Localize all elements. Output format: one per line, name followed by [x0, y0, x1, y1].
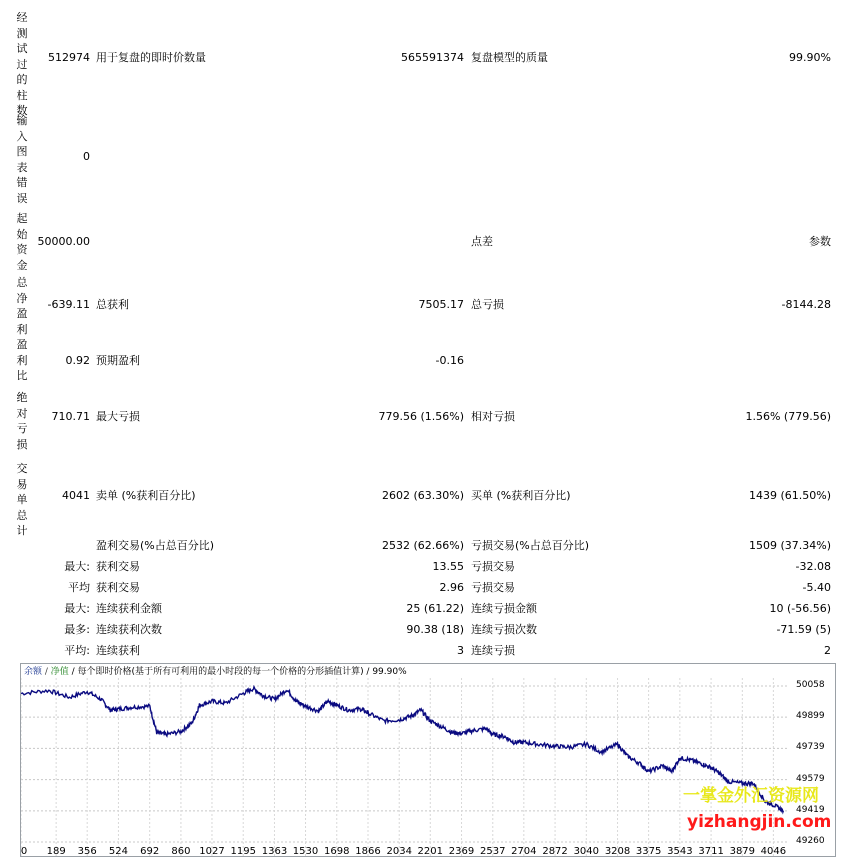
average-profit-label: 获利交易 — [96, 581, 140, 594]
y-tick-label: 49579 — [796, 773, 825, 784]
y-tick-label: 49260 — [796, 836, 825, 846]
x-tick-label: 860 — [171, 846, 191, 857]
gross-profit-label: 总获利 — [96, 298, 129, 311]
x-tick-label: 3711 — [698, 846, 724, 857]
x-tick-label: 2537 — [480, 846, 506, 857]
x-tick-label: 692 — [140, 846, 160, 857]
initial-deposit-value: 50000.00 — [37, 235, 90, 248]
profit-trades-label: 盈利交易(%占总百分比) — [96, 539, 215, 552]
x-tick-label: 1698 — [324, 846, 350, 857]
expected-payoff-label: 预期盈利 — [96, 354, 140, 367]
short-positions-value: 2602 (63.30%) — [381, 489, 464, 502]
max-consecutive-wins-value: 25 (61.22) — [406, 602, 464, 615]
bars-tested-value: 512974 — [48, 51, 90, 64]
maxcons-prefix: 最大: — [64, 602, 90, 615]
x-tick-label: 0 — [20, 846, 28, 857]
label-chart-errors: 输入图表错误 — [16, 114, 28, 205]
x-tick-label: 356 — [77, 846, 97, 857]
maximal-drawdown-label: 最大亏损 — [96, 410, 140, 423]
x-tick-label: 1027 — [199, 846, 225, 857]
label-total-net-profit: 总净盈利 — [16, 276, 28, 336]
average-loss-label: 亏损交易 — [471, 581, 515, 594]
maximal-consecutive-loss-label: 连续亏损次数 — [471, 623, 537, 636]
watermark-url: yizhangjin.com — [687, 812, 832, 832]
ticks-modelled-value: 565591374 — [401, 51, 464, 64]
gross-profit-value: 7505.17 — [418, 298, 464, 311]
label-profit-factor: 盈利比 — [16, 338, 28, 382]
modelling-quality-label: 复盘模型的质量 — [471, 51, 548, 64]
x-tick-label: 1530 — [292, 846, 319, 857]
chart-header: 余额 / 净值 / 每个即时价格(基于所有可利用的最小时段的每一个价格的分形插值计算) / 99.90% — [24, 667, 407, 677]
x-tick-label: 189 — [46, 846, 66, 857]
max-consecutive-wins-label: 连续获利金额 — [96, 602, 162, 615]
maximal-consecutive-profit-label: 连续获利次数 — [96, 623, 162, 636]
largest-prefix: 最大: — [64, 560, 90, 573]
short-positions-label: 卖单 (%获利百分比) — [96, 489, 196, 502]
modelling-quality-value: 99.90% — [789, 51, 831, 64]
average-profit-value: 2.96 — [439, 581, 464, 594]
max-consecutive-losses-value: 10 (-56.56) — [769, 602, 831, 615]
y-tick-label: 50058 — [796, 680, 825, 690]
x-tick-label: 2034 — [386, 846, 412, 857]
x-tick-label: 2872 — [542, 846, 568, 857]
x-tick-label: 3040 — [573, 846, 600, 857]
largest-profit-label: 获利交易 — [96, 560, 140, 573]
relative-drawdown-label: 相对亏损 — [471, 410, 515, 423]
x-tick-label: 3879 — [729, 846, 756, 857]
total-trades-value: 4041 — [62, 489, 90, 502]
label-total-trades: 交易单总计 — [16, 462, 28, 537]
x-tick-label: 4046 — [760, 846, 787, 857]
x-tick-label: 3543 — [667, 846, 693, 857]
label-bars-tested: 经测试过的柱数 — [16, 11, 28, 117]
largest-loss-value: -32.08 — [795, 560, 831, 573]
parameters-label: 参数 — [809, 235, 831, 248]
average-loss-value: -5.40 — [802, 581, 831, 594]
x-tick-label: 524 — [108, 846, 128, 857]
average-consecutive-losses-label: 连续亏损 — [471, 644, 515, 657]
expected-payoff-value: -0.16 — [435, 354, 464, 367]
maximal-drawdown-value: 779.56 (1.56%) — [378, 410, 464, 423]
y-tick-label: 49419 — [796, 804, 825, 815]
average-consecutive-wins-label: 连续获利 — [96, 644, 140, 657]
largest-profit-value: 13.55 — [432, 560, 464, 573]
legend-balance: 余额 — [24, 667, 43, 677]
maxconsc-prefix: 最多: — [64, 623, 90, 636]
relative-drawdown-value: 1.56% (779.56) — [745, 410, 831, 423]
chart-description: / 每个即时价格(基于所有可利用的最小时段的每一个价格的分形插值计算) / 99.90% — [68, 667, 407, 677]
profit-factor-value: 0.92 — [65, 354, 90, 367]
label-absolute-drawdown: 绝对亏损 — [16, 391, 28, 451]
gross-loss-label: 总亏损 — [471, 298, 504, 311]
largest-loss-label: 亏损交易 — [471, 560, 515, 573]
chart-errors-value: 0 — [83, 150, 90, 163]
loss-trades-label: 亏损交易(%占总百分比) — [471, 539, 590, 552]
watermark-cn: 一掌金外汇资源网 — [683, 786, 819, 806]
long-positions-label: 买单 (%获利百分比) — [471, 489, 571, 502]
x-tick-label: 2369 — [448, 846, 475, 857]
x-tick-label: 1363 — [261, 846, 288, 857]
max-consecutive-losses-label: 连续亏损金额 — [471, 602, 537, 615]
x-tick-label: 2704 — [511, 846, 537, 857]
legend-equity: 净值 — [50, 667, 69, 677]
label-initial-deposit: 起始资金 — [16, 212, 28, 272]
net-profit-value: -639.11 — [47, 298, 90, 311]
profit-trades-value: 2532 (62.66%) — [381, 539, 464, 552]
average-prefix: 平均 — [68, 581, 90, 594]
y-tick-label: 49739 — [796, 742, 825, 753]
maximal-consecutive-profit-value: 90.38 (18) — [406, 623, 464, 636]
average-consecutive-wins-value: 3 — [457, 644, 464, 657]
long-positions-value: 1439 (61.50%) — [748, 489, 831, 502]
average-consecutive-losses-value: 2 — [824, 644, 831, 657]
x-tick-label: 1195 — [230, 846, 256, 857]
spread-label: 点差 — [471, 235, 493, 248]
y-tick-label: 49899 — [796, 711, 825, 722]
x-tick-label: 3375 — [635, 846, 662, 857]
x-tick-label: 3208 — [604, 846, 631, 857]
loss-trades-value: 1509 (37.34%) — [748, 539, 831, 552]
x-tick-label: 2201 — [417, 846, 444, 857]
ticks-modelled-label: 用于复盘的即时价数量 — [96, 51, 206, 64]
avgcons-prefix: 平均: — [64, 644, 90, 657]
balance-line — [21, 687, 783, 812]
absolute-drawdown-value: 710.71 — [51, 410, 90, 423]
x-tick-label: 1866 — [355, 846, 381, 857]
gross-loss-value: -8144.28 — [781, 298, 831, 311]
maximal-consecutive-loss-value: -71.59 (5) — [776, 623, 831, 636]
